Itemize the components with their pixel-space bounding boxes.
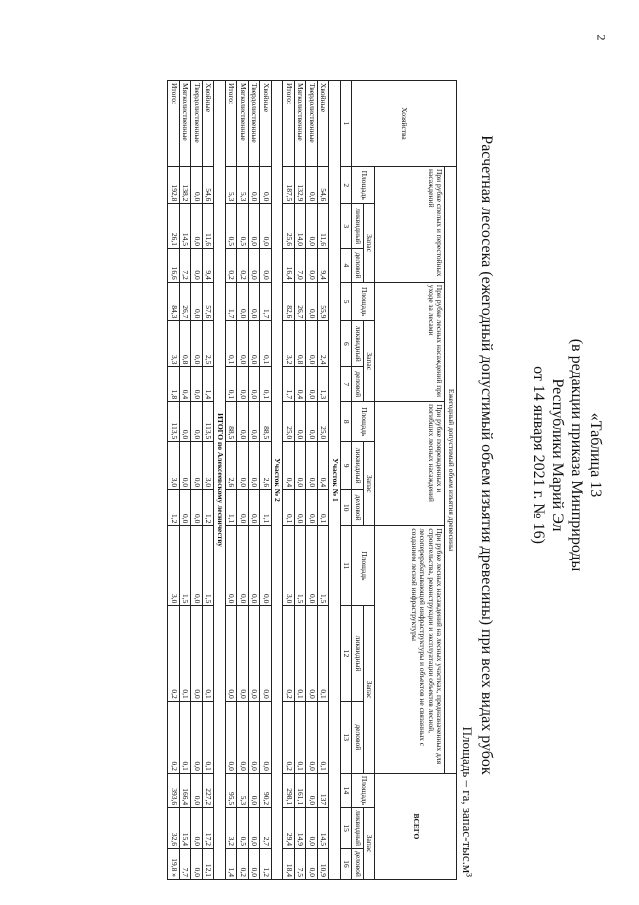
table-cell: 15,4: [180, 808, 192, 849]
table-cell: 84,3: [168, 282, 180, 321]
table-cell: 0,1: [318, 701, 330, 773]
table-cell: 95,5: [226, 773, 238, 807]
rotated-page-content: [45, 25, 605, 885]
column-number: 6: [341, 321, 353, 367]
table-cell: 0,0: [306, 442, 318, 490]
table-cell: 0,1: [295, 701, 307, 773]
table-cell: 0,1: [180, 606, 192, 701]
table-cell: 0,0: [191, 167, 203, 204]
table-cell: 3,0: [203, 442, 215, 490]
document-header: [485, 25, 605, 885]
column-number: 16: [341, 848, 353, 879]
column-number: 5: [341, 282, 353, 321]
table-cell: 0,0: [306, 701, 318, 773]
table-cell: 0,0: [306, 321, 318, 367]
table-cell: 0,2: [168, 701, 180, 773]
table-cell: 0,0: [306, 848, 318, 879]
table-cell: 0,0: [191, 204, 203, 249]
table-cell: 1,5: [203, 526, 215, 606]
table-cell: 14,5: [318, 808, 330, 849]
table-cell: 0,0: [191, 442, 203, 490]
row-label: Итого:: [283, 81, 295, 167]
group-header-damaged: При рубке поврежденных и погибших лесных насаждений: [375, 402, 445, 526]
table-cell: 0,0: [237, 701, 249, 773]
table-cell: 0,8: [180, 321, 192, 367]
table-cell: 0,0: [191, 490, 203, 526]
table-cell: 90,2: [260, 773, 272, 807]
table-cell: 0,0: [249, 526, 261, 606]
table-cell: 26,1: [168, 204, 180, 249]
section-title: Участок № 2: [272, 81, 284, 880]
table-cell: 1,2: [203, 490, 215, 526]
row-label: Мягколиственные: [180, 81, 192, 167]
stock-header: Запас: [364, 204, 376, 282]
table-cell: 0,0: [191, 701, 203, 773]
table-cell: 0,0: [226, 526, 238, 606]
table-cell: 0,0: [249, 282, 261, 321]
table-cell: 0,0: [191, 526, 203, 606]
table-cell: 0,4: [295, 367, 307, 402]
table-cell: 0,0: [249, 490, 261, 526]
table-cell: 1,2: [260, 848, 272, 879]
header-line-1: «Таблица 13: [587, 412, 604, 498]
table-cell: 3,3: [168, 321, 180, 367]
table-row: [168, 81, 180, 880]
table-cell: 0,2: [237, 848, 249, 879]
table-cell: 2,6: [260, 442, 272, 490]
table-cell: 14,5: [180, 204, 192, 249]
table-cell: 1,7: [283, 367, 295, 402]
table-cell: 0,0: [191, 249, 203, 283]
table-cell: 5,3: [237, 167, 249, 204]
column-number-row: [341, 81, 353, 880]
table-cell: 0,0: [237, 282, 249, 321]
table-cell: 0,0: [260, 701, 272, 773]
table-cell: 82,6: [283, 282, 295, 321]
table-cell: 2,7: [260, 808, 272, 849]
table-cell: 0,2: [226, 249, 238, 283]
table-cell: 16,4: [283, 249, 295, 283]
table-row: [226, 81, 238, 880]
table-cell: 0,0: [237, 490, 249, 526]
table-cell: 25,0: [318, 402, 330, 442]
table-cell: 0,0: [237, 321, 249, 367]
table-cell: 227,2: [203, 773, 215, 807]
table-cell: 9,4: [318, 249, 330, 283]
table-cell: 0,0: [249, 442, 261, 490]
table-cell: 0,1: [226, 321, 238, 367]
table-cell: 2,6: [226, 442, 238, 490]
table-cell: 0,0: [191, 321, 203, 367]
table-cell: 9,4: [203, 249, 215, 283]
table-cell: 0,0: [191, 402, 203, 442]
table-cell: 0,1: [180, 701, 192, 773]
liquid-header: ликвидный: [352, 442, 364, 490]
table-cell: 138,2: [180, 167, 192, 204]
table-cell: 3,0: [168, 442, 180, 490]
table-cell: 0,0: [306, 526, 318, 606]
units-note: Площадь – га, запас-тыс.м³: [460, 726, 475, 877]
table-cell: 1,4: [226, 848, 238, 879]
table-cell: 187,5: [283, 167, 295, 204]
table-cell: 0,0: [191, 773, 203, 807]
row-label: Итого:: [226, 81, 238, 167]
table-cell: 0,0: [249, 773, 261, 807]
table-cell: 1,7: [260, 282, 272, 321]
table-cell: 17,2: [203, 808, 215, 849]
table-cell: 7,7: [180, 848, 192, 879]
table-cell: 0,0: [237, 606, 249, 701]
table-cell: 0,1: [226, 367, 238, 402]
row-label: Мягколиственные: [237, 81, 249, 167]
table-cell: 0,0: [249, 402, 261, 442]
column-number: 12: [341, 606, 353, 701]
table-cell: 0,0: [237, 442, 249, 490]
table-cell: 88,5: [260, 402, 272, 442]
table-cell: 7,5: [295, 848, 307, 879]
table-cell: 113,5: [203, 402, 215, 442]
table-cell: 0,1: [318, 490, 330, 526]
table-cell: 0,0: [295, 490, 307, 526]
group-header-annual: Ежегодный допустимый объем изъятия древесины: [445, 167, 457, 774]
table-row: [249, 81, 261, 880]
table-cell: 0,5: [226, 204, 238, 249]
table-cell: 0,1: [203, 606, 215, 701]
table-cell: 0,0: [180, 402, 192, 442]
table-cell: 3,0: [283, 526, 295, 606]
table-cell: 0,1: [203, 701, 215, 773]
liquid-header: ликвидный: [352, 204, 364, 249]
table-cell: 1,2: [168, 490, 180, 526]
table-cell: 0,1: [283, 490, 295, 526]
table-cell: 0,0: [226, 606, 238, 701]
business-header: деловой: [352, 701, 364, 773]
column-number: 10: [341, 490, 353, 526]
column-number: 7: [341, 367, 353, 402]
table-row: [283, 81, 295, 880]
table-cell: 0,8: [295, 321, 307, 367]
table-cell: 0,0: [260, 204, 272, 249]
table-cell: 12,1: [203, 848, 215, 879]
column-number: 11: [341, 526, 353, 606]
table-cell: 0,0: [306, 167, 318, 204]
table-cell: 10,9: [318, 848, 330, 879]
page-number: 2: [594, 34, 609, 41]
table-cell: 0,1: [295, 606, 307, 701]
section-title: Участок № 1: [329, 81, 341, 880]
table-cell: 0,0: [237, 526, 249, 606]
table-cell: 14,0: [295, 204, 307, 249]
section-row: [214, 81, 226, 880]
table-title: Расчетная лесосека (ежегодный допустимый объем изъятия древесины) при всех видах рубок: [478, 135, 495, 775]
table-cell: 1,3: [318, 367, 330, 402]
table-cell: 0,0: [306, 367, 318, 402]
stock-header: Запас: [364, 321, 376, 402]
table-cell: 88,5: [226, 402, 238, 442]
row-label: Хвойные: [318, 81, 330, 167]
table-cell: 0,2: [283, 701, 295, 773]
business-header: деловой: [352, 848, 364, 879]
table-cell: 0,0: [249, 204, 261, 249]
table-cell: 7,2: [180, 249, 192, 283]
table-cell: 1,1: [226, 490, 238, 526]
table-row: [191, 81, 203, 880]
column-number: 1: [341, 81, 353, 167]
table-cell: 192,8: [168, 167, 180, 204]
column-number: 14: [341, 773, 353, 807]
row-label: Твердолиственные: [191, 81, 203, 167]
table-cell: 0,0: [249, 321, 261, 367]
table-cell: 0,0: [237, 367, 249, 402]
table-cell: 1,7: [226, 282, 238, 321]
table-cell: 1,4: [203, 367, 215, 402]
row-label: Мягколиственные: [295, 81, 307, 167]
row-label: Хвойные: [260, 81, 272, 167]
table-cell: 0,1: [260, 321, 272, 367]
table-cell: 5,3: [237, 773, 249, 807]
area-header: Площадь: [352, 167, 375, 204]
table-cell: 3,2: [226, 808, 238, 849]
table-row: [318, 81, 330, 880]
column-number: 2: [341, 167, 353, 204]
table-cell: 1,5: [295, 526, 307, 606]
table-cell: 0,2: [168, 606, 180, 701]
table-row: [295, 81, 307, 880]
table-cell: 0,0: [249, 701, 261, 773]
table-cell: 25,0: [283, 402, 295, 442]
column-number: 13: [341, 701, 353, 773]
table-row: [203, 81, 215, 880]
row-label: Итого:: [168, 81, 180, 167]
table-cell: 0,0: [295, 402, 307, 442]
table-cell: 2,4: [318, 321, 330, 367]
table-cell: 0,0: [260, 167, 272, 204]
table-cell: 0,0: [249, 167, 261, 204]
table-cell: 0,0: [226, 701, 238, 773]
table-cell: 0,0: [306, 490, 318, 526]
table-cell: 0,0: [191, 848, 203, 879]
section-row: [329, 81, 341, 880]
table-cell: 0,0: [191, 606, 203, 701]
group-header-total: ВСЕГО: [375, 773, 457, 879]
stock-header: Запас: [364, 606, 376, 774]
group-header-mature: При рубке спелых и перестойных насаждений: [375, 167, 445, 283]
table-cell: 57,6: [203, 282, 215, 321]
forest-harvest-table: [168, 80, 458, 880]
table-cell: 113,5: [168, 402, 180, 442]
table-cell: 1,5: [180, 526, 192, 606]
table-cell: 29,4: [283, 808, 295, 849]
row-label: Твердолиственные: [249, 81, 261, 167]
group-header-care: При рубке лесных насаждений при уходе за лесами: [375, 282, 445, 401]
table-cell: 0,2: [237, 249, 249, 283]
table-cell: 54,6: [203, 167, 215, 204]
area-header: Площадь: [352, 282, 375, 321]
table-cell: 1,8: [168, 367, 180, 402]
table-cell: 0,1: [260, 367, 272, 402]
table-cell: 393,6: [168, 773, 180, 807]
column-number: 9: [341, 442, 353, 490]
area-header: Площадь: [352, 402, 375, 442]
table-cell: 132,9: [295, 167, 307, 204]
table-cell: 2,5: [203, 321, 215, 367]
column-number: 3: [341, 204, 353, 249]
table-row: [306, 81, 318, 880]
area-header: Площадь: [352, 526, 375, 606]
table-cell: 0,0: [191, 282, 203, 321]
table-cell: 0,0: [306, 606, 318, 701]
section-row: [272, 81, 284, 880]
row-label: Твердолиственные: [306, 81, 318, 167]
table-cell: 0,4: [318, 442, 330, 490]
table-cell: 18,4: [283, 848, 295, 879]
header-line-3: Республики Марий Эл: [549, 378, 566, 532]
table-cell: 0,0: [295, 442, 307, 490]
table-cell: 0,0: [306, 204, 318, 249]
stock-header: Запас: [364, 442, 376, 526]
table-cell: 0,1: [318, 606, 330, 701]
table-cell: 32,6: [168, 808, 180, 849]
header-line-2: (в редакции приказа Минприроды: [568, 338, 585, 572]
table-cell: 54,6: [318, 167, 330, 204]
table-cell: 0,0: [249, 848, 261, 879]
table-cell: 1,1: [260, 490, 272, 526]
table-cell: 25,6: [283, 204, 295, 249]
header-line-4: от 14 января 2021 г. № 16): [530, 366, 547, 544]
table-cell: 0,0: [260, 526, 272, 606]
table-cell: 0,0: [237, 402, 249, 442]
table-cell: 0,0: [249, 606, 261, 701]
table-cell: 0,0: [249, 367, 261, 402]
table-cell: 0,0: [180, 490, 192, 526]
table-cell: 26,7: [295, 282, 307, 321]
table-cell: 0,0: [306, 808, 318, 849]
table-cell: 0,0: [306, 773, 318, 807]
table-cell: 0,0: [180, 442, 192, 490]
table-cell: 0,0: [191, 808, 203, 849]
table-cell: 161,1: [295, 773, 307, 807]
table-cell: 1,5: [318, 526, 330, 606]
table-row: [260, 81, 272, 880]
liquid-header: ликвидный: [352, 808, 364, 849]
table-cell: 26,7: [180, 282, 192, 321]
table-cell: 55,9: [318, 282, 330, 321]
row-label: Хвойные: [203, 81, 215, 167]
table-cell: 0,0: [306, 249, 318, 283]
table-cell: 16,6: [168, 249, 180, 283]
table-cell: 0,5: [237, 808, 249, 849]
table-cell: 11,6: [203, 204, 215, 249]
table-cell: 0,0: [249, 249, 261, 283]
table-cell: 0,0: [249, 808, 261, 849]
table-cell: 0,0: [191, 367, 203, 402]
table-cell: 19,8 »: [168, 848, 180, 879]
table-cell: 5,3: [226, 167, 238, 204]
table-cell: 0,0: [260, 249, 272, 283]
table-cell: 0,0: [306, 402, 318, 442]
col-header-farm: Хозяйства: [352, 81, 457, 167]
column-number: 15: [341, 808, 353, 849]
table-cell: 298,1: [283, 773, 295, 807]
table-cell: 137: [318, 773, 330, 807]
business-header: деловой: [352, 490, 364, 526]
table-cell: 11,6: [318, 204, 330, 249]
area-header: Площадь: [352, 773, 375, 807]
liquid-header: ликвидный: [352, 606, 364, 701]
table-body: [168, 81, 341, 880]
table-cell: 0,0: [306, 282, 318, 321]
column-number: 4: [341, 249, 353, 283]
table-cell: 3,2: [283, 321, 295, 367]
table-cell: 0,5: [237, 204, 249, 249]
table-cell: 0,2: [283, 606, 295, 701]
business-header: деловой: [352, 249, 364, 283]
group-header-construction: При рубке лесных насаждений на лесных участках, предназначенных для строительства, реконструкции и эксплуатации объектов лесной, лесоперерабатывающей инфраструктуры и объектов не связанных с созданием лесной инфраструктуры: [375, 526, 445, 774]
table-cell: 3,0: [168, 526, 180, 606]
table-cell: 0,0: [260, 606, 272, 701]
table-cell: 0,4: [283, 442, 295, 490]
column-number: 8: [341, 402, 353, 442]
business-header: деловой: [352, 367, 364, 402]
table-row: [237, 81, 249, 880]
liquid-header: ликвидный: [352, 321, 364, 367]
table-cell: 0,4: [180, 367, 192, 402]
table-cell: 14,9: [295, 808, 307, 849]
stock-header: Запас: [364, 808, 376, 880]
table-cell: 7,0: [295, 249, 307, 283]
table-cell: 166,4: [180, 773, 192, 807]
table-row: [180, 81, 192, 880]
section-title: ИТОГО по Алексеевскому лесничеству: [214, 81, 226, 880]
